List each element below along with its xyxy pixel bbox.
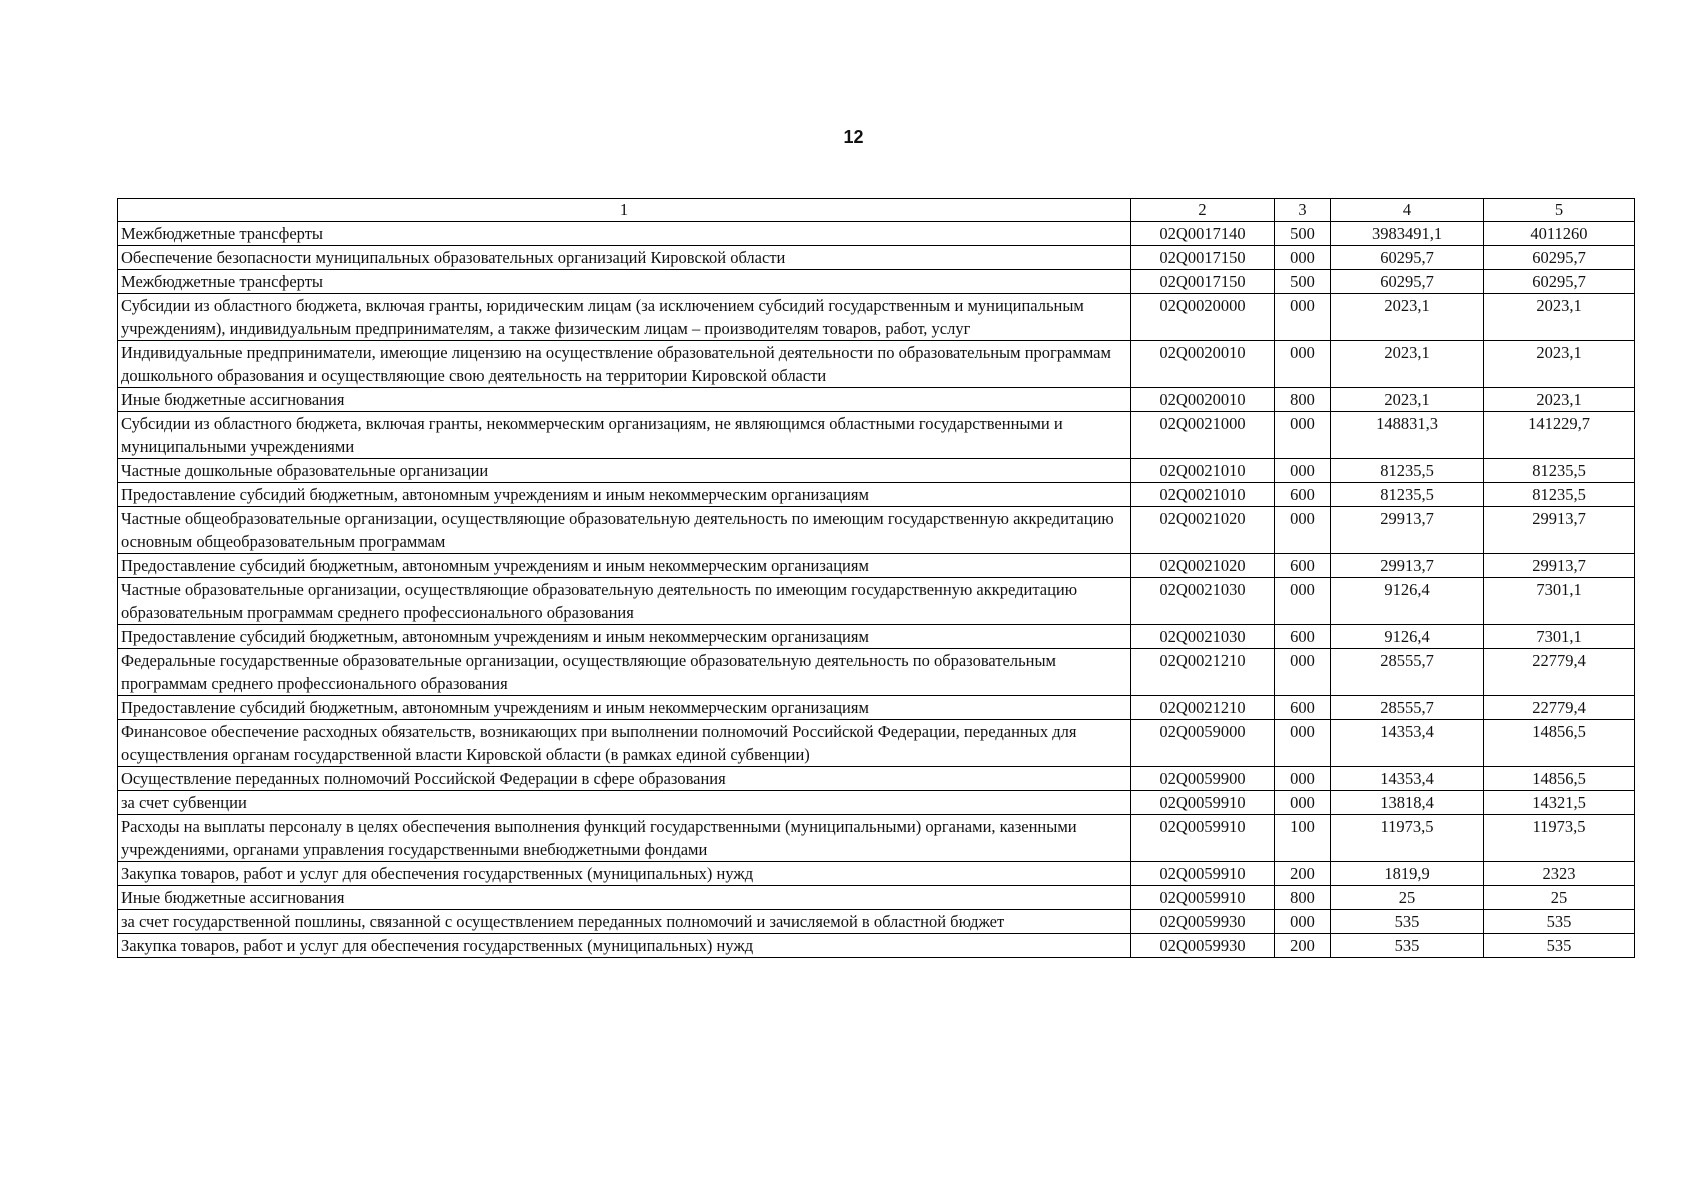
table-row: [118, 767, 1635, 791]
row-expense-type-cell: 000: [1275, 720, 1331, 767]
row-name-cell: за счет государственной пошлины, связанной с осуществлением переданных полномочий и зачисляемой в областной бюджет: [118, 910, 1131, 934]
row-name-cell: Частные дошкольные образовательные организации: [118, 459, 1131, 483]
row-expense-type-cell: 000: [1275, 507, 1331, 554]
header-col-2: 2: [1131, 199, 1275, 222]
row-code-cell: 02Q0059910: [1131, 886, 1275, 910]
row-value-col4-cell: 9126,4: [1331, 578, 1484, 625]
row-value-col5-cell: 14856,5: [1484, 720, 1635, 767]
row-value-col5-cell: 2023,1: [1484, 294, 1635, 341]
row-expense-type-cell: 000: [1275, 412, 1331, 459]
row-expense-type-cell: 800: [1275, 388, 1331, 412]
row-name-cell: Расходы на выплаты персоналу в целях обеспечения выполнения функций государственными (муниципальными) органами, казенными учреждениями, органами управления государственными внебюджетными фондами: [118, 815, 1131, 862]
row-value-col5-cell: 141229,7: [1484, 412, 1635, 459]
row-name-cell: Предоставление субсидий бюджетным, автономным учреждениям и иным некоммерческим организациям: [118, 483, 1131, 507]
header-col-4: 4: [1331, 199, 1484, 222]
table-row: [118, 791, 1635, 815]
table-row: [118, 578, 1635, 625]
row-code-cell: 02Q0021020: [1131, 507, 1275, 554]
table-row: [118, 934, 1635, 958]
table-row: [118, 862, 1635, 886]
table-row: [118, 720, 1635, 767]
row-value-col5-cell: 14856,5: [1484, 767, 1635, 791]
row-code-cell: 02Q0020010: [1131, 388, 1275, 412]
row-value-col4-cell: 13818,4: [1331, 791, 1484, 815]
row-value-col4-cell: 535: [1331, 910, 1484, 934]
row-value-col4-cell: 3983491,1: [1331, 222, 1484, 246]
row-code-cell: 02Q0021010: [1131, 483, 1275, 507]
table-body: [118, 222, 1635, 958]
row-name-cell: Частные общеобразовательные организации, осуществляющие образовательную деятельность по имеющим государственную аккредитацию основным общеобразовательным программам: [118, 507, 1131, 554]
row-name-cell: Осуществление переданных полномочий Российской Федерации в сфере образования: [118, 767, 1131, 791]
table-row: [118, 341, 1635, 388]
row-value-col4-cell: 1819,9: [1331, 862, 1484, 886]
table-row: [118, 459, 1635, 483]
row-name-cell: Индивидуальные предприниматели, имеющие лицензию на осуществление образовательной деятельности по образовательным программам дошкольного образования и осуществляющие свою деятельность на территории Кировской области: [118, 341, 1131, 388]
table-row: [118, 294, 1635, 341]
row-value-col5-cell: 2023,1: [1484, 388, 1635, 412]
table-row: [118, 412, 1635, 459]
row-value-col4-cell: 29913,7: [1331, 554, 1484, 578]
header-col-1: 1: [118, 199, 1131, 222]
row-expense-type-cell: 000: [1275, 578, 1331, 625]
row-name-cell: Межбюджетные трансферты: [118, 270, 1131, 294]
row-value-col5-cell: 29913,7: [1484, 554, 1635, 578]
row-code-cell: 02Q0017140: [1131, 222, 1275, 246]
row-value-col4-cell: 29913,7: [1331, 507, 1484, 554]
row-value-col4-cell: 9126,4: [1331, 625, 1484, 649]
table-row: [118, 483, 1635, 507]
table-row: [118, 388, 1635, 412]
row-value-col4-cell: 28555,7: [1331, 649, 1484, 696]
row-expense-type-cell: 000: [1275, 791, 1331, 815]
row-expense-type-cell: 200: [1275, 934, 1331, 958]
row-expense-type-cell: 800: [1275, 886, 1331, 910]
row-code-cell: 02Q0059930: [1131, 934, 1275, 958]
row-value-col5-cell: 81235,5: [1484, 483, 1635, 507]
row-value-col5-cell: 14321,5: [1484, 791, 1635, 815]
row-code-cell: 02Q0017150: [1131, 270, 1275, 294]
row-expense-type-cell: 000: [1275, 341, 1331, 388]
row-value-col5-cell: 7301,1: [1484, 578, 1635, 625]
row-code-cell: 02Q0059910: [1131, 791, 1275, 815]
row-code-cell: 02Q0059910: [1131, 862, 1275, 886]
row-name-cell: Предоставление субсидий бюджетным, автономным учреждениям и иным некоммерческим организациям: [118, 554, 1131, 578]
row-value-col5-cell: 2023,1: [1484, 341, 1635, 388]
row-value-col5-cell: 22779,4: [1484, 696, 1635, 720]
row-value-col5-cell: 60295,7: [1484, 270, 1635, 294]
row-value-col5-cell: 535: [1484, 934, 1635, 958]
row-expense-type-cell: 600: [1275, 483, 1331, 507]
row-expense-type-cell: 000: [1275, 246, 1331, 270]
row-code-cell: 02Q0059910: [1131, 815, 1275, 862]
table-row: [118, 696, 1635, 720]
row-value-col4-cell: 14353,4: [1331, 767, 1484, 791]
table-row: [118, 886, 1635, 910]
table-row: [118, 649, 1635, 696]
header-col-5: 5: [1484, 199, 1635, 222]
row-value-col5-cell: 81235,5: [1484, 459, 1635, 483]
row-expense-type-cell: 000: [1275, 649, 1331, 696]
row-code-cell: 02Q0021210: [1131, 649, 1275, 696]
row-expense-type-cell: 500: [1275, 270, 1331, 294]
row-expense-type-cell: 000: [1275, 294, 1331, 341]
row-name-cell: Предоставление субсидий бюджетным, автономным учреждениям и иным некоммерческим организациям: [118, 696, 1131, 720]
row-name-cell: Субсидии из областного бюджета, включая гранты, некоммерческим организациям, не являющимся областными государственными и муниципальными учреждениями: [118, 412, 1131, 459]
row-code-cell: 02Q0059930: [1131, 910, 1275, 934]
row-value-col4-cell: 148831,3: [1331, 412, 1484, 459]
row-name-cell: Обеспечение безопасности муниципальных образовательных организаций Кировской области: [118, 246, 1131, 270]
table-row: [118, 246, 1635, 270]
row-value-col5-cell: 25: [1484, 886, 1635, 910]
row-expense-type-cell: 000: [1275, 459, 1331, 483]
row-code-cell: 02Q0020000: [1131, 294, 1275, 341]
page-number: 12: [843, 127, 864, 147]
row-name-cell: Федеральные государственные образовательные организации, осуществляющие образовательную деятельность по образовательным программам среднего профессионального образования: [118, 649, 1131, 696]
row-name-cell: Субсидии из областного бюджета, включая гранты, юридическим лицам (за исключением субсидий государственным и муниципальным учреждениям), индивидуальным предпринимателям, а также физическим лицам – производителям товаров, работ, услуг: [118, 294, 1131, 341]
row-expense-type-cell: 100: [1275, 815, 1331, 862]
budget-table: [117, 198, 1635, 958]
row-code-cell: 02Q0021030: [1131, 625, 1275, 649]
row-expense-type-cell: 600: [1275, 554, 1331, 578]
row-value-col4-cell: 535: [1331, 934, 1484, 958]
row-code-cell: 02Q0021010: [1131, 459, 1275, 483]
row-value-col4-cell: 81235,5: [1331, 483, 1484, 507]
table-row: [118, 815, 1635, 862]
row-name-cell: Закупка товаров, работ и услуг для обеспечения государственных (муниципальных) нужд: [118, 862, 1131, 886]
row-name-cell: Частные образовательные организации, осуществляющие образовательную деятельность по имеющим государственную аккредитацию образовательным программам среднего профессионального образования: [118, 578, 1131, 625]
row-expense-type-cell: 600: [1275, 625, 1331, 649]
row-expense-type-cell: 000: [1275, 767, 1331, 791]
row-value-col5-cell: 7301,1: [1484, 625, 1635, 649]
row-value-col4-cell: 28555,7: [1331, 696, 1484, 720]
row-name-cell: за счет субвенции: [118, 791, 1131, 815]
row-code-cell: 02Q0059900: [1131, 767, 1275, 791]
row-expense-type-cell: 200: [1275, 862, 1331, 886]
table-row: [118, 554, 1635, 578]
row-value-col4-cell: 60295,7: [1331, 270, 1484, 294]
row-code-cell: 02Q0059000: [1131, 720, 1275, 767]
row-expense-type-cell: 600: [1275, 696, 1331, 720]
table-row: [118, 222, 1635, 246]
header-col-3: 3: [1275, 199, 1331, 222]
row-value-col5-cell: 29913,7: [1484, 507, 1635, 554]
row-name-cell: Межбюджетные трансферты: [118, 222, 1131, 246]
row-value-col4-cell: 2023,1: [1331, 294, 1484, 341]
row-name-cell: Закупка товаров, работ и услуг для обеспечения государственных (муниципальных) нужд: [118, 934, 1131, 958]
table-row: [118, 270, 1635, 294]
row-value-col4-cell: 2023,1: [1331, 341, 1484, 388]
row-code-cell: 02Q0021030: [1131, 578, 1275, 625]
row-code-cell: 02Q0020010: [1131, 341, 1275, 388]
row-code-cell: 02Q0021000: [1131, 412, 1275, 459]
row-value-col5-cell: 535: [1484, 910, 1635, 934]
row-expense-type-cell: 000: [1275, 910, 1331, 934]
row-code-cell: 02Q0021020: [1131, 554, 1275, 578]
table-row: [118, 507, 1635, 554]
row-name-cell: Иные бюджетные ассигнования: [118, 886, 1131, 910]
row-value-col4-cell: 14353,4: [1331, 720, 1484, 767]
row-name-cell: Иные бюджетные ассигнования: [118, 388, 1131, 412]
table-row: [118, 910, 1635, 934]
table-row: [118, 625, 1635, 649]
row-value-col4-cell: 25: [1331, 886, 1484, 910]
row-value-col4-cell: 60295,7: [1331, 246, 1484, 270]
row-code-cell: 02Q0021210: [1131, 696, 1275, 720]
row-value-col5-cell: 2323: [1484, 862, 1635, 886]
row-name-cell: Предоставление субсидий бюджетным, автономным учреждениям и иным некоммерческим организациям: [118, 625, 1131, 649]
row-name-cell: Финансовое обеспечение расходных обязательств, возникающих при выполнении полномочий Российской Федерации, переданных для осуществления органам государственной власти Кировской области (в рамках единой субвенции): [118, 720, 1131, 767]
row-value-col5-cell: 4011260: [1484, 222, 1635, 246]
row-value-col5-cell: 11973,5: [1484, 815, 1635, 862]
row-code-cell: 02Q0017150: [1131, 246, 1275, 270]
row-value-col5-cell: 22779,4: [1484, 649, 1635, 696]
row-value-col4-cell: 81235,5: [1331, 459, 1484, 483]
row-value-col4-cell: 11973,5: [1331, 815, 1484, 862]
row-expense-type-cell: 500: [1275, 222, 1331, 246]
header-row: [118, 199, 1635, 222]
row-value-col5-cell: 60295,7: [1484, 246, 1635, 270]
row-value-col4-cell: 2023,1: [1331, 388, 1484, 412]
